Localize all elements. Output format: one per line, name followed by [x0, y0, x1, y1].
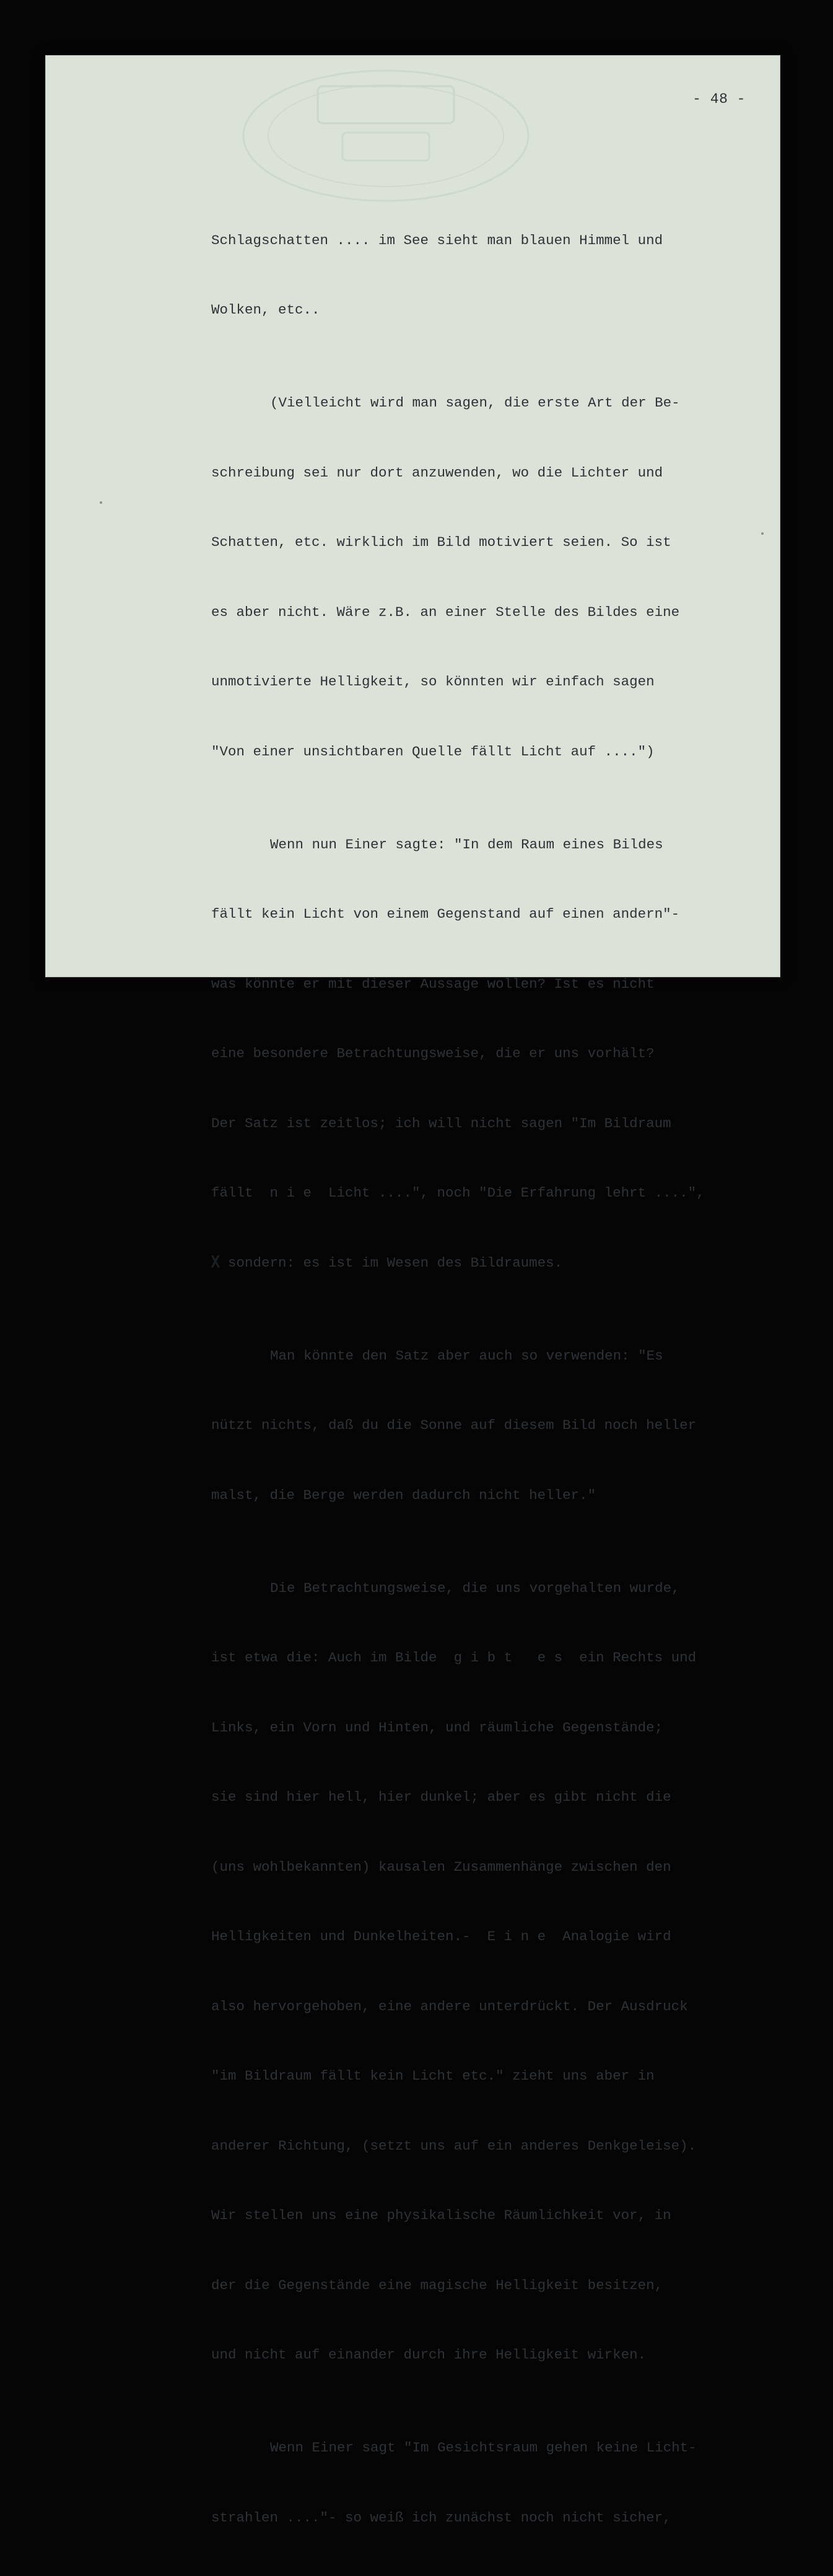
body-text — [211, 159, 769, 2576]
text-line: Man könnte den Satz aber auch so verwenden: "Es — [270, 1347, 663, 1364]
text-line: also hervorgehoben, eine andere unterdrückt. Der Ausdruck — [211, 1998, 688, 2015]
text-line: Wolken, etc.. — [211, 302, 320, 318]
text-line: fällt n i e Licht ....", noch "Die Erfahrung lehrt ....", — [211, 1185, 705, 1201]
typescript-page — [45, 55, 780, 2526]
page-number: - 48 - — [692, 91, 746, 107]
text-line: anderer Richtung, (setzt uns auf ein anderes Denkgeleise). — [211, 2137, 697, 2154]
text-line: der die Gegenstände eine magische Helligkeit besitzen, — [211, 2277, 663, 2293]
text-line: malst, die Berge werden dadurch nicht heller." — [211, 1487, 596, 1503]
text-line: sondern: es ist im Wesen des Bildraumes. — [228, 1254, 563, 1271]
text-line: "Von einer unsichtbaren Quelle fällt Licht auf ....") — [211, 743, 655, 760]
text-line: es aber nicht. Wäre z.B. an einer Stelle des Bildes eine — [211, 604, 680, 620]
text-line: "im Bildraum fällt kein Licht etc." zieht uns aber in — [211, 2068, 655, 2084]
text-line: nützt nichts, daß du die Sonne auf diesem Bild noch heller — [211, 1417, 697, 1433]
text-line: fällt kein Licht von einem Gegenstand auf einen andern"- — [211, 906, 680, 922]
text-line-with-insertion — [211, 1252, 769, 1275]
text-line: Wenn Einer sagt "Im Gesichtsraum gehen keine Licht- — [270, 2440, 697, 2456]
text-line: Schlagschatten .... im See sieht man blauen Himmel und — [211, 232, 663, 248]
text-line: Die Betrachtungsweise, die uns vorgehalten wurde, — [270, 1580, 680, 1596]
text-line: unmotivierte Helligkeit, so könnten wir einfach sagen — [211, 674, 655, 690]
text-line: Wir stellen uns eine physikalische Räumlichkeit vor, in — [211, 2207, 671, 2223]
text-line: Der Satz ist zeitlos; ich will nicht sagen "Im Bildraum — [211, 1115, 671, 1132]
text-line: (Vielleicht wird man sagen, die erste Art der Be- — [270, 395, 680, 411]
text-line: ist etwa die: Auch im Bilde g i b t e s ein Rechts und — [211, 1650, 697, 1666]
text-line: Helligkeiten und Dunkelheiten.- E i n e Analogie wird — [211, 1928, 671, 1945]
text-line: Schatten, etc. wirklich im Bild motiviert seien. So ist — [211, 534, 671, 550]
text-line: was könnte er mit dieser Aussage wollen? Ist es nicht — [211, 975, 655, 992]
text-line: strahlen ...."- so weiß ich zunächst noch nicht sicher, — [211, 2509, 671, 2526]
text-line: sie sind hier hell, hier dunkel; aber es gibt nicht die — [211, 1789, 671, 1805]
text-line: Links, ein Vorn und Hinten, und räumliche Gegenstände; — [211, 1719, 663, 1736]
text-line: schreibung sei nur dort anzuwenden, wo die Lichter und — [211, 464, 663, 481]
paper-speck — [100, 501, 102, 504]
text-line: eine besondere Betrachtungsweise, die er uns vorhält? — [211, 1045, 655, 1062]
paper-speck — [761, 532, 764, 535]
text-line: und nicht auf einander durch ihre Helligkeit wirken. — [211, 2347, 647, 2363]
text-line: Wenn nun Einer sagte: "In dem Raum eines Bildes — [270, 836, 663, 853]
insertion-mark: X — [211, 1252, 220, 1273]
text-line: (uns wohlbekannten) kausalen Zusammenhänge zwischen den — [211, 1858, 671, 1875]
